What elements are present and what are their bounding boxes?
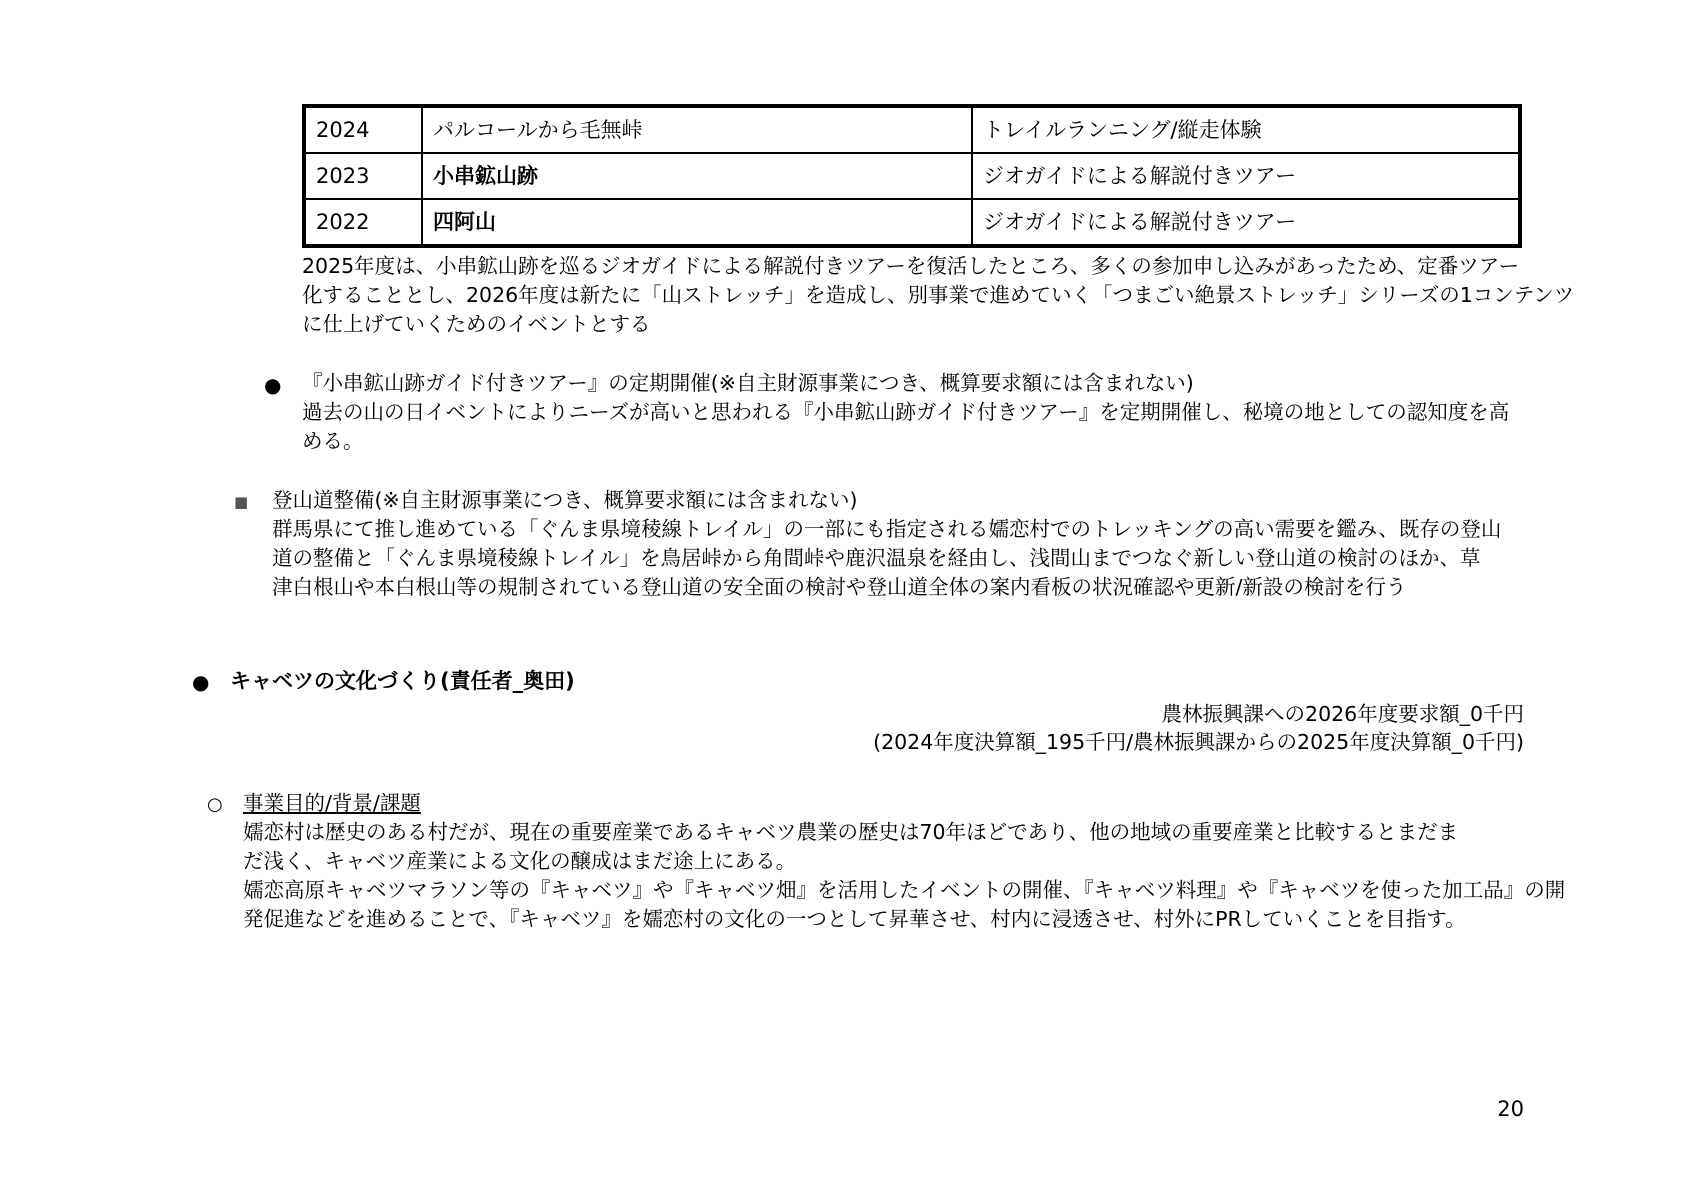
table-row <box>304 199 1520 246</box>
purpose-line: 嬬恋高原キャベツマラソン等の『キャベツ』や『キャベツ畑』を活用したイベントの開催、『キャベツ料理』や『キャベツを使った加工品』の開 <box>243 878 1566 902</box>
table-row <box>304 153 1520 199</box>
bullet-dot-icon: ● <box>264 373 282 397</box>
trail-title: 登山道整備(※自主財源事業につき、概算要求額には含まれない) <box>272 488 858 512</box>
table-cell-place: 四阿山 <box>422 199 972 246</box>
purpose-title: 事業目的/背景/課題 <box>243 791 421 815</box>
tour-line: 過去の山の日イベントによりニーズが高いと思われる『小串鉱山跡ガイド付きツアー』を定期開催し、秘境の地としての認知度を高 <box>302 400 1510 424</box>
tour-title: 『小串鉱山跡ガイド付きツアー』の定期開催(※自主財源事業につき、概算要求額には含まれない) <box>302 371 1194 395</box>
purpose-line: だ浅く、キャベツ産業による文化の醸成はまだ途上にある。 <box>243 849 797 873</box>
bullet-circle-icon: ○ <box>207 794 223 815</box>
tour-line: める。 <box>302 429 364 453</box>
purpose-section <box>243 789 1565 934</box>
trail-line: 群馬県にて推し進めている「ぐんま県境稜線トレイル」の一部にも指定される嬬恋村でのトレッキングの高い需要を鑑み、既存の登山 <box>272 517 1502 541</box>
table-row <box>304 106 1520 153</box>
summary-line: 化することとし、2026年度は新たに「山ストレッチ」を造成し、別事業で進めていく「つまごい絶景ストレッチ」シリーズの1コンテンツ <box>302 283 1575 307</box>
trail-line: 津白根山や本白根山等の規制されている登山道の安全面の検討や登山道全体の案内看板の状況確認や更新/新設の検討を行う <box>272 575 1407 599</box>
tour-section <box>302 369 1509 456</box>
event-history-table <box>302 104 1522 248</box>
purpose-line: 嬬恋村は歴史のある村だが、現在の重要産業であるキャベツ農業の歴史は70年ほどであり、他の地域の重要産業と比較するとまだま <box>243 820 1459 844</box>
trail-line: 道の整備と「ぐんま県境稜線トレイル」を鳥居峠から角間峠や鹿沢温泉を経由し、浅間山までつなぐ新しい登山道の検討のほか、草 <box>272 546 1481 570</box>
table-cell-place: 小串鉱山跡 <box>422 153 972 199</box>
table-cell-content: トレイルランニング/縦走体験 <box>972 106 1520 153</box>
bullet-dot-icon: ● <box>192 670 210 694</box>
summary-line: 2025年度は、小串鉱山跡を巡るジオガイドによる解説付きツアーを復活したところ、多くの参加申し込みがあったため、定番ツアー <box>302 254 1520 278</box>
settlement-amount: (2024年度決算額_195千円/農林振興課からの2025年度決算額_0千円) <box>873 730 1524 754</box>
table-cell-content: ジオガイドによる解説付きツアー <box>972 153 1520 199</box>
purpose-line: 発促進などを進めることで、『キャベツ』を嬬恋村の文化の一つとして昇華させ、村内に浸透させ、村外にPRしていくことを目指す。 <box>243 907 1466 931</box>
table-cell-year: 2023 <box>304 153 422 199</box>
table-cell-content: ジオガイドによる解説付きツアー <box>972 199 1520 246</box>
bullet-square-icon: ■ <box>234 493 249 511</box>
summary-line: に仕上げていくためのイベントとする <box>302 312 651 336</box>
table-cell-place: パルコールから毛無峠 <box>422 106 972 153</box>
table-cell-year: 2024 <box>304 106 422 153</box>
summary-paragraph <box>302 252 1574 339</box>
request-amount: 農林振興課への2026年度要求額_0千円 <box>1161 702 1524 726</box>
trail-section <box>272 486 1501 602</box>
page-number: 20 <box>1497 1097 1524 1121</box>
table-cell-year: 2022 <box>304 199 422 246</box>
cabbage-section-title: キャベツの文化づくり(責任者_奥田) <box>230 669 575 693</box>
